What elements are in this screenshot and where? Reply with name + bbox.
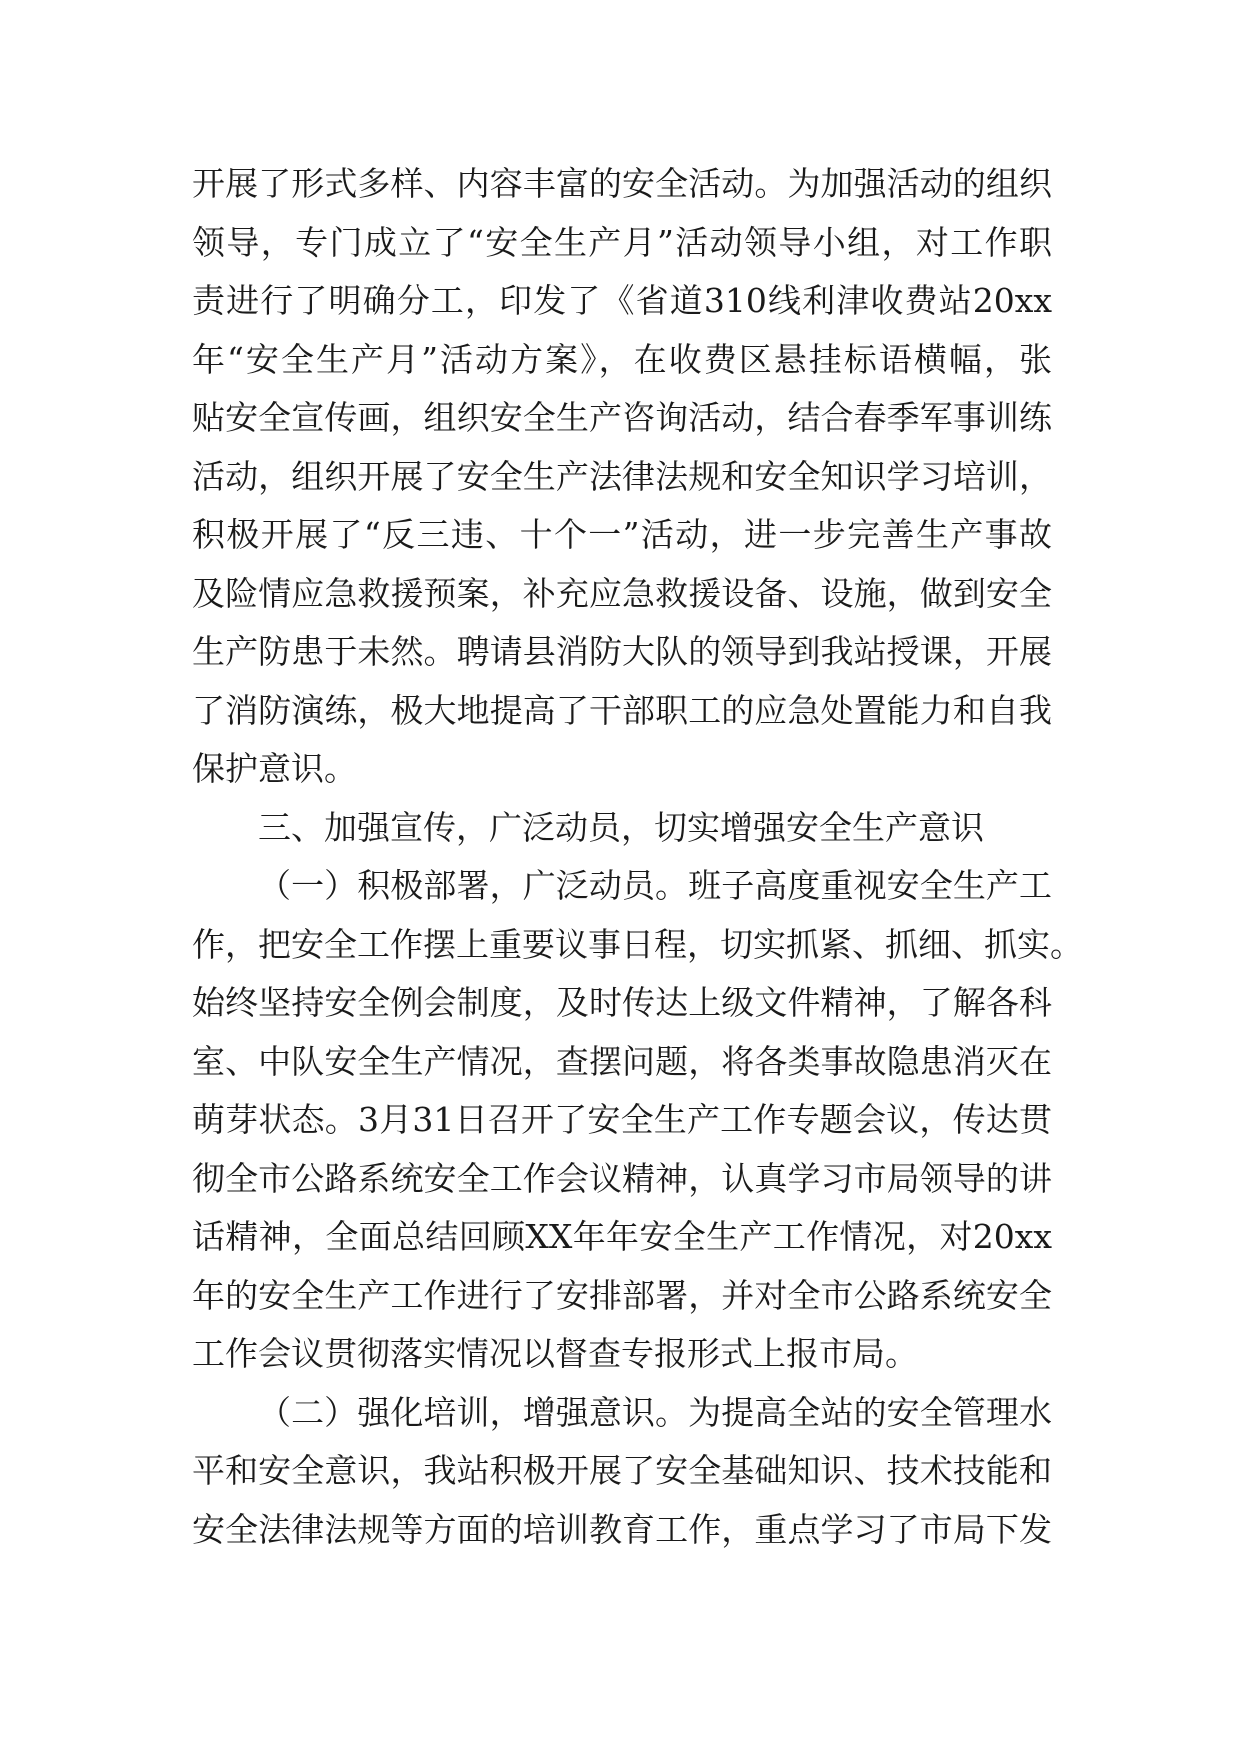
- paragraph-line: 话精神，全面总结回顾XX年年安全生产工作情况，对20xx: [192, 1217, 1052, 1256]
- section-heading: 三、加强宣传，广泛动员，切实增强安全生产意识: [258, 807, 984, 847]
- paragraph-line: 积极开展了“反三违、十个一”活动，进一步完善生产事故: [192, 515, 1052, 554]
- paragraph-line: （一）积极部署，广泛动员。班子高度重视安全生产工: [258, 866, 1052, 905]
- paragraph-line: 萌芽状态。3月31日召开了安全生产工作专题会议，传达贯: [192, 1100, 1052, 1139]
- paragraph-line: 安全法律法规等方面的培训教育工作，重点学习了市局下发: [192, 1509, 1052, 1549]
- document-body: [192, 155, 1083, 1559]
- paragraph-line: 年“安全生产月”活动方案》，在收费区悬挂标语横幅，张: [192, 339, 1052, 379]
- paragraph-line: 活动，组织开展了安全生产法律法规和安全知识学习培训，: [192, 456, 1052, 496]
- paragraph-line: 开展了形式多样、内容丰富的安全活动。为加强活动的组织: [192, 164, 1052, 203]
- paragraph-line: 责进行了明确分工，印发了《省道310线利津收费站20xx: [192, 281, 1052, 320]
- paragraph-line: 年的安全生产工作进行了安排部署，并对全市公路系统安全: [192, 1275, 1052, 1315]
- paragraph-line: （二）强化培训，增强意识。为提高全站的安全管理水: [258, 1392, 1052, 1432]
- paragraph-line: 了消防演练，极大地提高了干部职工的应急处置能力和自我: [192, 690, 1052, 730]
- paragraph-line: 及险情应急救援预案，补充应急救援设备、设施，做到安全: [192, 573, 1052, 613]
- paragraph-line: 保护意识。: [192, 749, 357, 788]
- paragraph-line: 室、中队安全生产情况，查摆问题，将各类事故隐患消灭在: [192, 1041, 1052, 1081]
- paragraph-line: 平和安全意识，我站积极开展了安全基础知识、技术技能和: [192, 1451, 1052, 1490]
- paragraph-line: 作，把安全工作摆上重要议事日程，切实抓紧、抓细、抓实。: [192, 924, 1083, 964]
- paragraph-line: 生产防患于未然。聘请县消防大队的领导到我站授课，开展: [192, 632, 1052, 671]
- paragraph-line: 工作会议贯彻落实情况以督查专报形式上报市局。: [192, 1334, 918, 1373]
- paragraph-line: 始终坚持安全例会制度，及时传达上级文件精神，了解各科: [192, 983, 1052, 1022]
- paragraph-line: 贴安全宣传画，组织安全生产咨询活动，结合春季军事训练: [192, 398, 1052, 437]
- paragraph-line: 彻全市公路系统安全工作会议精神，认真学习市局领导的讲: [192, 1158, 1052, 1198]
- paragraph-line: 领导，专门成立了“安全生产月”活动领导小组，对工作职: [192, 222, 1052, 262]
